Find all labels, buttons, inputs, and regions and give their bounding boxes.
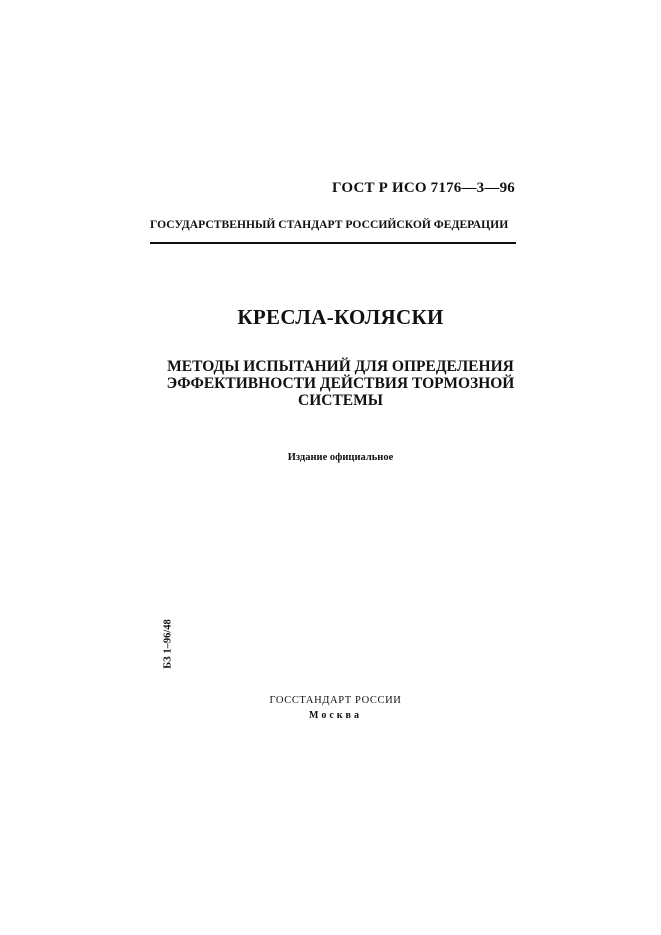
subtitle-line: ЭФФЕКТИВНОСТИ ДЕЙСТВИЯ ТОРМОЗНОЙ (166, 375, 515, 392)
publisher-name: ГОССТАНДАРТ РОССИИ (269, 695, 402, 706)
publisher-city: Москва (309, 710, 362, 721)
document-title: КРЕСЛА-КОЛЯСКИ (237, 305, 444, 329)
header-divider (150, 242, 516, 244)
subtitle-line: МЕТОДЫ ИСПЫТАНИЙ ДЛЯ ОПРЕДЕЛЕНИЯ (167, 358, 514, 375)
state-standard-heading: ГОСУДАРСТВЕННЫЙ СТАНДАРТ РОССИЙСКОЙ ФЕДЕРАЦИИ (150, 218, 509, 231)
subtitle-line: СИСТЕМЫ (298, 392, 383, 409)
standard-number: ГОСТ Р ИСО 7176—3—96 (332, 180, 515, 196)
document-subtitle (0, 358, 661, 409)
side-code: БЗ 1–96/48 (162, 619, 174, 669)
edition-note: Издание официальное (287, 452, 394, 463)
